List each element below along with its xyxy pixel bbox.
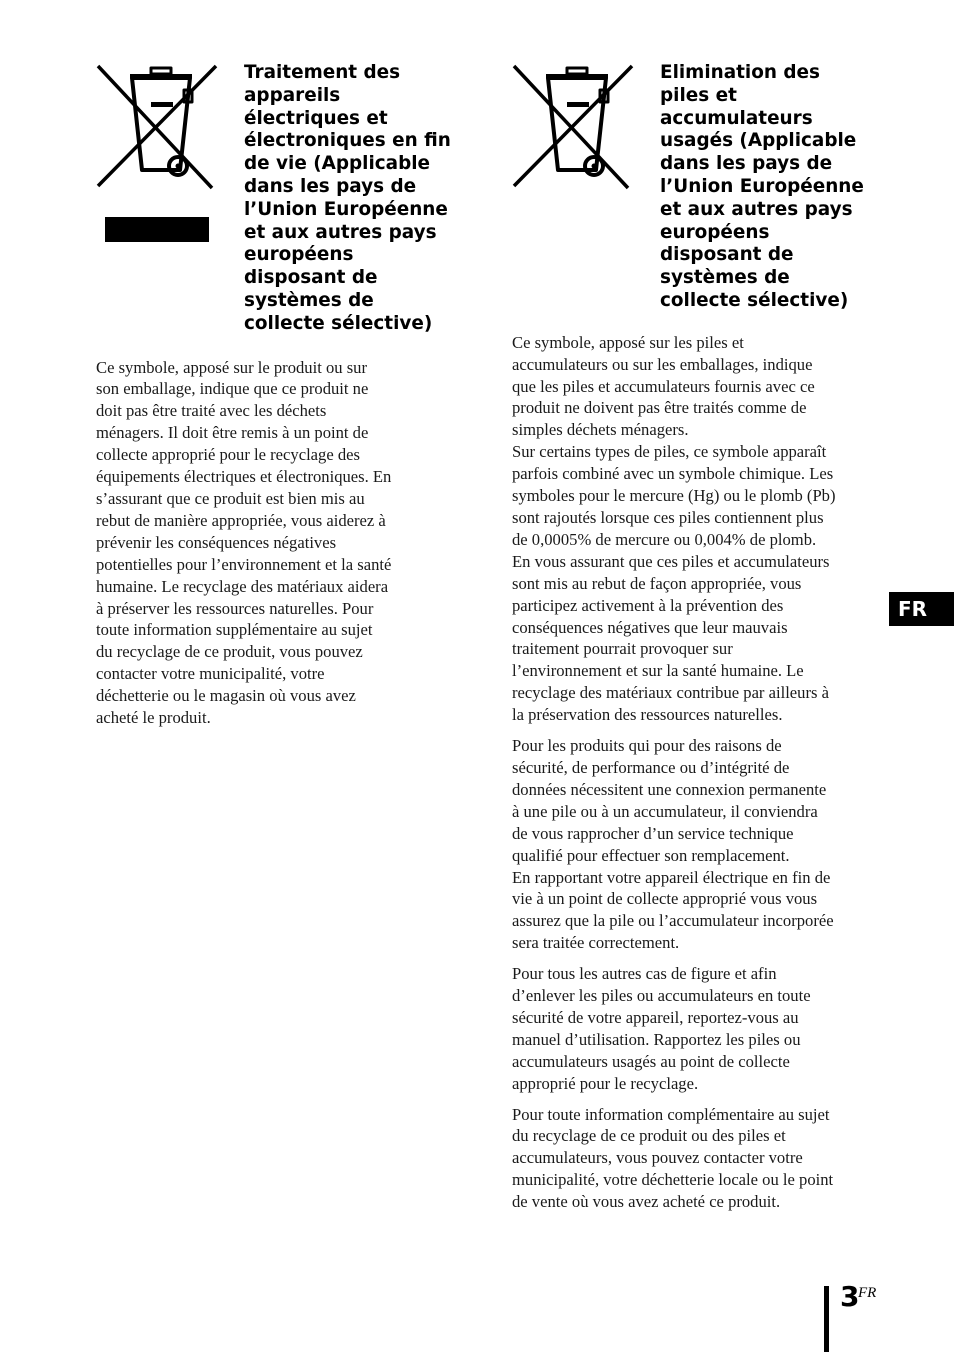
battery-paragraph-3: Pour tous les autres cas de figure et afin d’enlever les piles ou accumulateurs en toute sécurité de votre appareil, reportez-vous au manuel d’utilisation. Rapportez les piles ou accumulateurs usagés au point de collecte approprié pour le recyclage. <box>512 964 811 1093</box>
crossed-out-wheeled-bin-icon <box>512 62 660 192</box>
battery-heading: Elimination des piles et accumulateurs usagés (Applicable dans les pays de l’Union Européenne et aux autres pays européens disposant de systèmes de collecte sélective) <box>660 62 864 311</box>
page-number-rule <box>824 1286 829 1352</box>
weee-section <box>96 62 460 729</box>
battery-symbol <box>512 62 660 192</box>
language-tab: FR <box>889 592 954 626</box>
weee-heading: Traitement des appareils électriques et électroniques en fin de vie (Applicable dans les pays de l’Union Européenne et aux autres pays européens disposant de systèmes de collecte sélective) <box>244 62 451 334</box>
page-number: 3 <box>840 1280 860 1313</box>
weee-symbol <box>96 62 244 242</box>
weee-paragraph: Ce symbole, apposé sur le produit ou sur son emballage, indique que ce produit ne doit pas être traité avec les déchets ménagers. Il doit être remis à un point de collecte approprié pour le recyclage des équipements électriques et électroniques. En s’assurant que ce produit est bien mis au rebut de manière appropriée, vous aiderez à prévenir les conséquences négatives potentielles pour l’environnement et la santé humaine. Le recyclage des matériaux aidera à préserver les ressources naturelles. Pour toute information supplémentaire au sujet du recyclage de ce produit, vous pouvez contacter votre municipalité, votre déchetterie ou le magasin où vous avez acheté le produit. <box>96 357 392 728</box>
battery-paragraph-1: Ce symbole, apposé sur les piles et accumulateurs ou sur les emballages, indique que les piles et accumulateurs fournis avec ce produit ne doivent pas être traités comme de simples déchets ménagers. Sur certains types de piles, ce symbole apparaît parfois combiné avec un symbole chimique. Les symboles pour le mercure (Hg) ou le plomb (Pb) sont rajoutés lorsque ces piles contiennent plus de 0,0005% de mercure ou 0,004% de plomb. En vous assurant que ces piles et accumulateurs sont mis au rebut de façon appropriée, vous participez activement à la prévention des conséquences négatives que leur mauvais traitement pourrait provoquer sur l’environnement et sur la santé humaine. Le recyclage des matériaux contribue par ailleurs à la préservation des ressources naturelles. <box>512 332 836 725</box>
weee-section-header <box>96 62 460 336</box>
weee-black-bar <box>105 217 209 242</box>
battery-section <box>512 62 872 1213</box>
crossed-out-wheeled-bin-icon <box>96 62 244 242</box>
page-number-suffix: FR <box>858 1285 877 1301</box>
battery-paragraph-2: Pour les produits qui pour des raisons de sécurité, de performance ou d’intégrité de données nécessitent une connexion permanente à une pile ou à un accumulateur, il conviendra de vous rapprocher d’un service technique qualifié pour effectuer son remplacement. En rapportant votre appareil électrique en fin de vie à un point de collecte approprié vous vous assurez que la pile ou l’accumulateur incorporée sera traitée correctement. <box>512 736 834 953</box>
battery-paragraph-4: Pour toute information complémentaire au sujet du recyclage de ce produit ou des piles et accumulateurs, vous pouvez contacter votre municipalité, votre déchetterie locale ou le point de vente où vous avez acheté ce produit. <box>512 1104 834 1212</box>
battery-section-header <box>512 62 872 313</box>
